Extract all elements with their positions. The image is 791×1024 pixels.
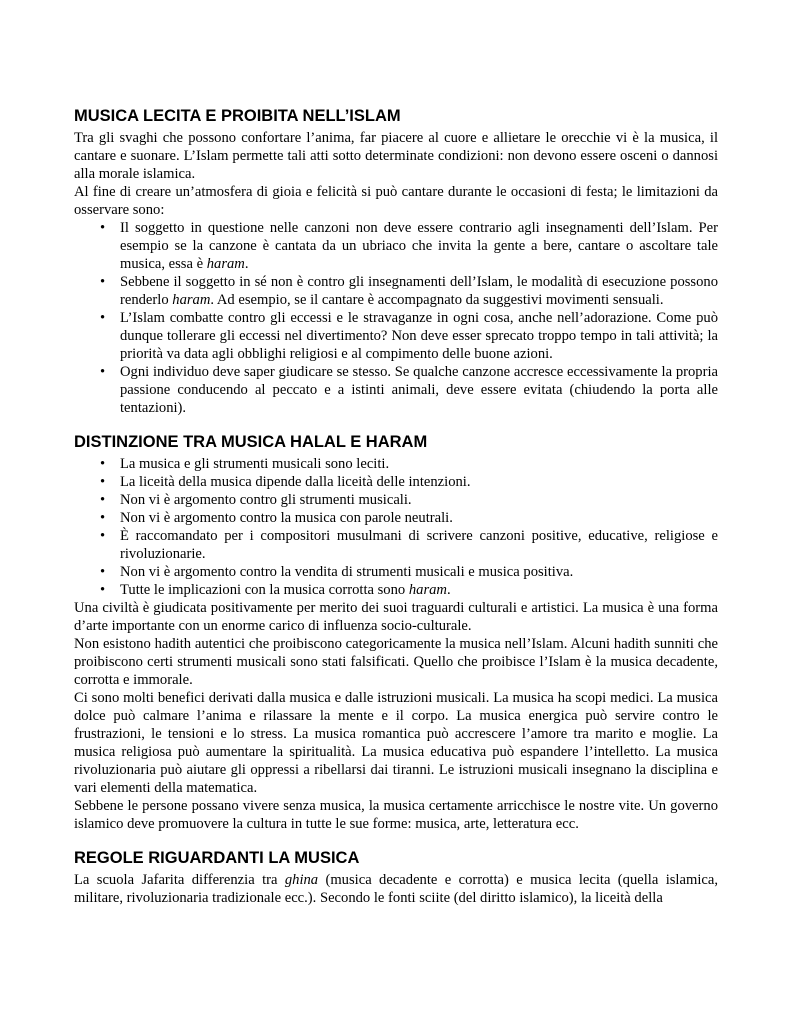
paragraph: La scuola Jafarita differenzia tra ghina (musica decadente e corrotta) e musica lecita (quella islamica, militare, rivoluzionaria tradizionale ecc.). Secondo le fonti sciite (del diritto islamico), la liceità della: [74, 872, 718, 906]
list-item: • Non vi è argomento contro gli strumenti musicali.: [74, 491, 718, 509]
section-heading-distinzione: DISTINZIONE TRA MUSICA HALAL E HARAM: [74, 433, 428, 451]
list-item: • Sebbene il soggetto in sé non è contro gli insegnamenti dell’Islam, le modalità di esecuzione possono renderlo haram. Ad esempio, se il cantare è accompagnato da suggestivi movimenti sensuali.: [74, 273, 718, 309]
paragraph: Sebbene le persone possano vivere senza musica, la musica certamente arricchisce le nostre vite. Un governo islamico deve promuovere la cultura in tutte le sue forme: musica, arte, letteratura ecc.: [74, 798, 718, 832]
paragraph: Una civiltà è giudicata positivamente per merito dei suoi traguardi culturali e artistici. La musica è una forma d’arte importante con un enorme carico di influenza socio-culturale.: [74, 600, 718, 634]
section-heading-regole: REGOLE RIGUARDANTI LA MUSICA: [74, 849, 360, 867]
list-item: • Non vi è argomento contro la vendita di strumenti musicali e musica positiva.: [74, 563, 718, 581]
list-item: • La musica e gli strumenti musicali sono leciti.: [74, 455, 718, 473]
list-item: • Ogni individuo deve saper giudicare se stesso. Se qualche canzone accresce eccessivamente la propria passione conducendo al peccato e a istinti animali, deve essere evitata (chiudendo la porta alle tentazioni).: [74, 363, 718, 417]
list-item: • Non vi è argomento contro la musica con parole neutrali.: [74, 509, 718, 527]
paragraph: Tra gli svaghi che possono confortare l’anima, far piacere al cuore e allietare le orecchie vi è la musica, il cantare e suonare. L’Islam permette tali atti sotto determinate condizioni: non devono essere osceni o dannosi alla morale islamica.: [74, 130, 718, 182]
paragraph: Non esistono hadith autentici che proibiscono categoricamente la musica nell’Islam. Alcuni hadith sunniti che proibiscono certi strumenti musicali sono stati falsificati. Quello che proibisce l’Islam è la musica decadente, corrotta e immorale.: [74, 636, 718, 688]
list-item: • È raccomandato per i compositori musulmani di scrivere canzoni positive, educative, religiose e rivoluzionarie.: [74, 527, 718, 563]
bullet-list-limitations: [74, 219, 718, 417]
list-item: • L’Islam combatte contro gli eccessi e le stravaganze in ogni cosa, anche nell’adorazione. Come può dunque tollerare gli eccessi nel divertimento? Non deve esser sprecato troppo tempo in tali attività; la priorità va data agli obblighi religiosi e al compimento delle buone azioni.: [74, 309, 718, 363]
list-item: • Tutte le implicazioni con la musica corrotta sono haram.: [74, 581, 718, 599]
paragraph: Al fine di creare un’atmosfera di gioia e felicità si può cantare durante le occasioni di festa; le limitazioni da osservare sono:: [74, 184, 718, 218]
list-item: • La liceità della musica dipende dalla liceità delle intenzioni.: [74, 473, 718, 491]
list-item: • Il soggetto in questione nelle canzoni non deve essere contrario agli insegnamenti dell’Islam. Per esempio se la canzone è cantata da un ubriaco che invita la gente a bere, cantare o ascoltare tale musica, essa è haram.: [74, 219, 718, 273]
section-heading-musica-lecita: MUSICA LECITA E PROIBITA NELL’ISLAM: [74, 107, 401, 125]
paragraph: Ci sono molti benefici derivati dalla musica e dalle istruzioni musicali. La musica ha scopi medici. La musica dolce può calmare l’anima e rilassare la mente e il corpo. La musica energica può servire contro le frustrazioni, le tensioni e lo stress. La musica romantica può accrescere l’amore tra marito e moglie. La musica religiosa può aumentare la spiritualità. La musica educativa può espandere l’intelletto. La musica rivoluzionaria può aiutare gli oppressi a ribellarsi dai tiranni. Le istruzioni musicali insegnano la disciplina e vari elementi della matematica.: [74, 690, 718, 796]
bullet-list-distinzione: [74, 455, 718, 599]
